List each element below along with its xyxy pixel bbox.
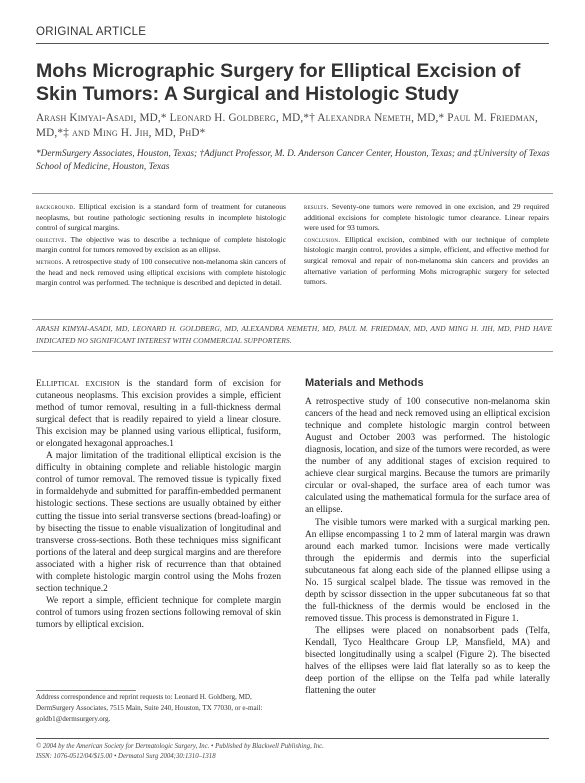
section-label: ORIGINAL ARTICLE	[36, 26, 147, 38]
affiliations: *DermSurgery Associates, Houston, Texas; †Adjunct Professor, M. D. Anderson Cancer Center, Houston, Texas; and ‡University of Texas School of Medicine, Houston, Texas	[36, 149, 550, 172]
abstract-results-head: results.	[304, 202, 329, 211]
intro-paragraph-1-text: is the standard form of excision for cutaneous neoplasms. This excision provides a simple, efficient method of tumor removal, resulting in a full-thickness dermal surgical defect that is readily repaired to yield a linear closure. This excision may be planned using various elliptical, fusiform, or elongated hexagonal approaches.1	[36, 379, 281, 450]
abstract	[32, 193, 553, 320]
intro-paragraph-3: We report a simple, efficient technique for complete margin control of tumors using frozen sections following removal of skin tumors by elliptical excision.	[36, 595, 281, 630]
abstract-objective-text: The objective was to describe a technique of complete histologic margin control for tumors removed by excision as an ellipse.	[36, 234, 286, 255]
methods-paragraph-3: The ellipses were placed on nonabsorbent pads (Telfa, Kendall, Tyco Healthcare Group LP, Mansfield, MA) and bisected longitudinally using a scalpel (Figure 2). The bisected halves of the ellipses were laid flat laterally so as to keep the deep portion of the ellipse on the Telfa pad while laterally flattening the outer	[305, 625, 550, 697]
correspondence-rule	[36, 690, 136, 691]
abstract-conclusion-text: Elliptical excision, combined with our technique of complete histologic margin control, provides a simple, efficient, and effective method for surgical removal and repair of non-melanoma skin cancers and provides an alternative variation of performing Mohs micrographic surgery for selected tumors.	[304, 234, 549, 287]
abstract-left-column	[36, 202, 286, 290]
abstract-results-text: Seventy-one tumors were removed in one excision, and 29 required additional excisions for complete histologic tumor clearance. Linear repairs were used for 93 tumors.	[304, 202, 549, 233]
methods-paragraph-1: A retrospective study of 100 consecutive non-melanoma skin cancers of the head and neck removed using an elliptical excision technique and complete histologic margin control between August and October 2003 was performed. The histologic diagnosis, location, and size of the tumors were recorded, as were the number of any additional stages of excision required to achieve clear surgical margins. Because the tumors are primarily circular or oval-shaped, the surface area of each tumor was calculated using the mathematical formula for the surface area of an ellipse.	[305, 397, 550, 516]
disclosure-rule	[32, 351, 553, 352]
article-title: Mohs Micrographic Surgery for Elliptical Excision of Skin Tumors: A Surgical and Histologic Study	[36, 60, 521, 105]
footer-rule	[36, 738, 549, 739]
abstract-methods	[36, 257, 286, 289]
abstract-background-head: background.	[36, 202, 76, 211]
abstract-conclusion	[304, 235, 549, 288]
body-left-column	[36, 378, 281, 631]
abstract-results	[304, 202, 549, 234]
footer-copyright: © 2004 by the American Society for Dermatologic Surgery, Inc. • Published by Blackwell Publishing, Inc.	[36, 743, 324, 750]
author-list: Arash Kimyai-Asadi, MD,* Leonard H. Goldberg, MD,*† Alexandra Nemeth, MD,* Paul M. Friedman, MD,*‡ and Ming H. Jih, MD, PhD*	[36, 112, 539, 139]
abstract-objective	[36, 235, 286, 256]
page-footer	[36, 742, 536, 762]
body-right-column	[305, 377, 550, 697]
top-rule	[36, 43, 549, 44]
section-heading-methods: Materials and Methods	[305, 377, 424, 389]
abstract-methods-head: methods.	[36, 256, 64, 266]
footer-issn: ISSN: 1076-0512/04/$15.00 • Dermatol Surg 2004;30:1310–1318	[36, 753, 216, 760]
abstract-background-text: Elliptical excision is a standard form of treatment for cutaneous neoplasms, but routine pathologic sectioning results in incomplete histologic control of surgical margins.	[36, 202, 286, 233]
abstract-conclusion-head: conclusion.	[304, 234, 341, 244]
abstract-right-column	[304, 202, 549, 289]
abstract-background	[36, 202, 286, 234]
intro-paragraph-1	[36, 378, 281, 450]
conflict-disclosure: ARASH KIMYAI-ASADI, MD, LEONARD H. GOLDBERG, MD, ALEXANDRA NEMETH, MD, PAUL M. FRIEDMAN, MD, AND MING H. JIH, MD, PHD HAVE INDICATED NO SIGNIFICANT INTEREST WITH COMMERCIAL SUPPORTERS.	[36, 324, 552, 345]
correspondence-note: Address correspondence and reprint requests to: Leonard H. Goldberg, MD, DermSurgery Associates, 7515 Main, Suite 240, Houston, TX 77030, or e-mail: goldb1@dermsurgery.org.	[36, 693, 263, 723]
abstract-methods-text: A retrospective study of 100 consecutive non-melanoma skin cancers of the head and neck removed using elliptical excisions with complete histologic margin control was performed. The technique is described and depicted in detail.	[36, 256, 286, 288]
intro-paragraph-2: A major limitation of the traditional elliptical excision is the difficulty in obtaining complete and reliable histologic margin control of tumor removal. The removed tissue is typically fixed in formaldehyde and submitted for paraffin-embedded permanent histologic sections. These sections are usually obtained by either cutting the tissue into serial transverse sections (bread-loafing) or by bisecting the tissue to enable visualization of longitudinal and transverse cross-sections. Both these techniques miss significant portions of the lateral and deep surgical margins and are therefore associated with a higher risk of recurrence than that obtained with complete histologic margin control using the Mohs frozen section technique.2	[36, 451, 281, 594]
abstract-objective-head: objective.	[36, 234, 67, 244]
intro-lead: Elliptical excision	[36, 379, 120, 389]
methods-paragraph-2: The visible tumors were marked with a surgical marking pen. An ellipse encompassing 1 to 2 mm of lateral margin was drawn around each marked tumor. Incisions were made vertically through the epidermis and dermis into the superficial subcutaneous fat along each side of the planned ellipse using a No. 15 surgical scalpel blade. The tissue was removed in the depth by scissor dissection in the upper subcutaneous fat so that the full-thickness of the dermis would be enclosed in the removed tissue. This process is demonstrated in Figure 1.	[305, 517, 550, 624]
